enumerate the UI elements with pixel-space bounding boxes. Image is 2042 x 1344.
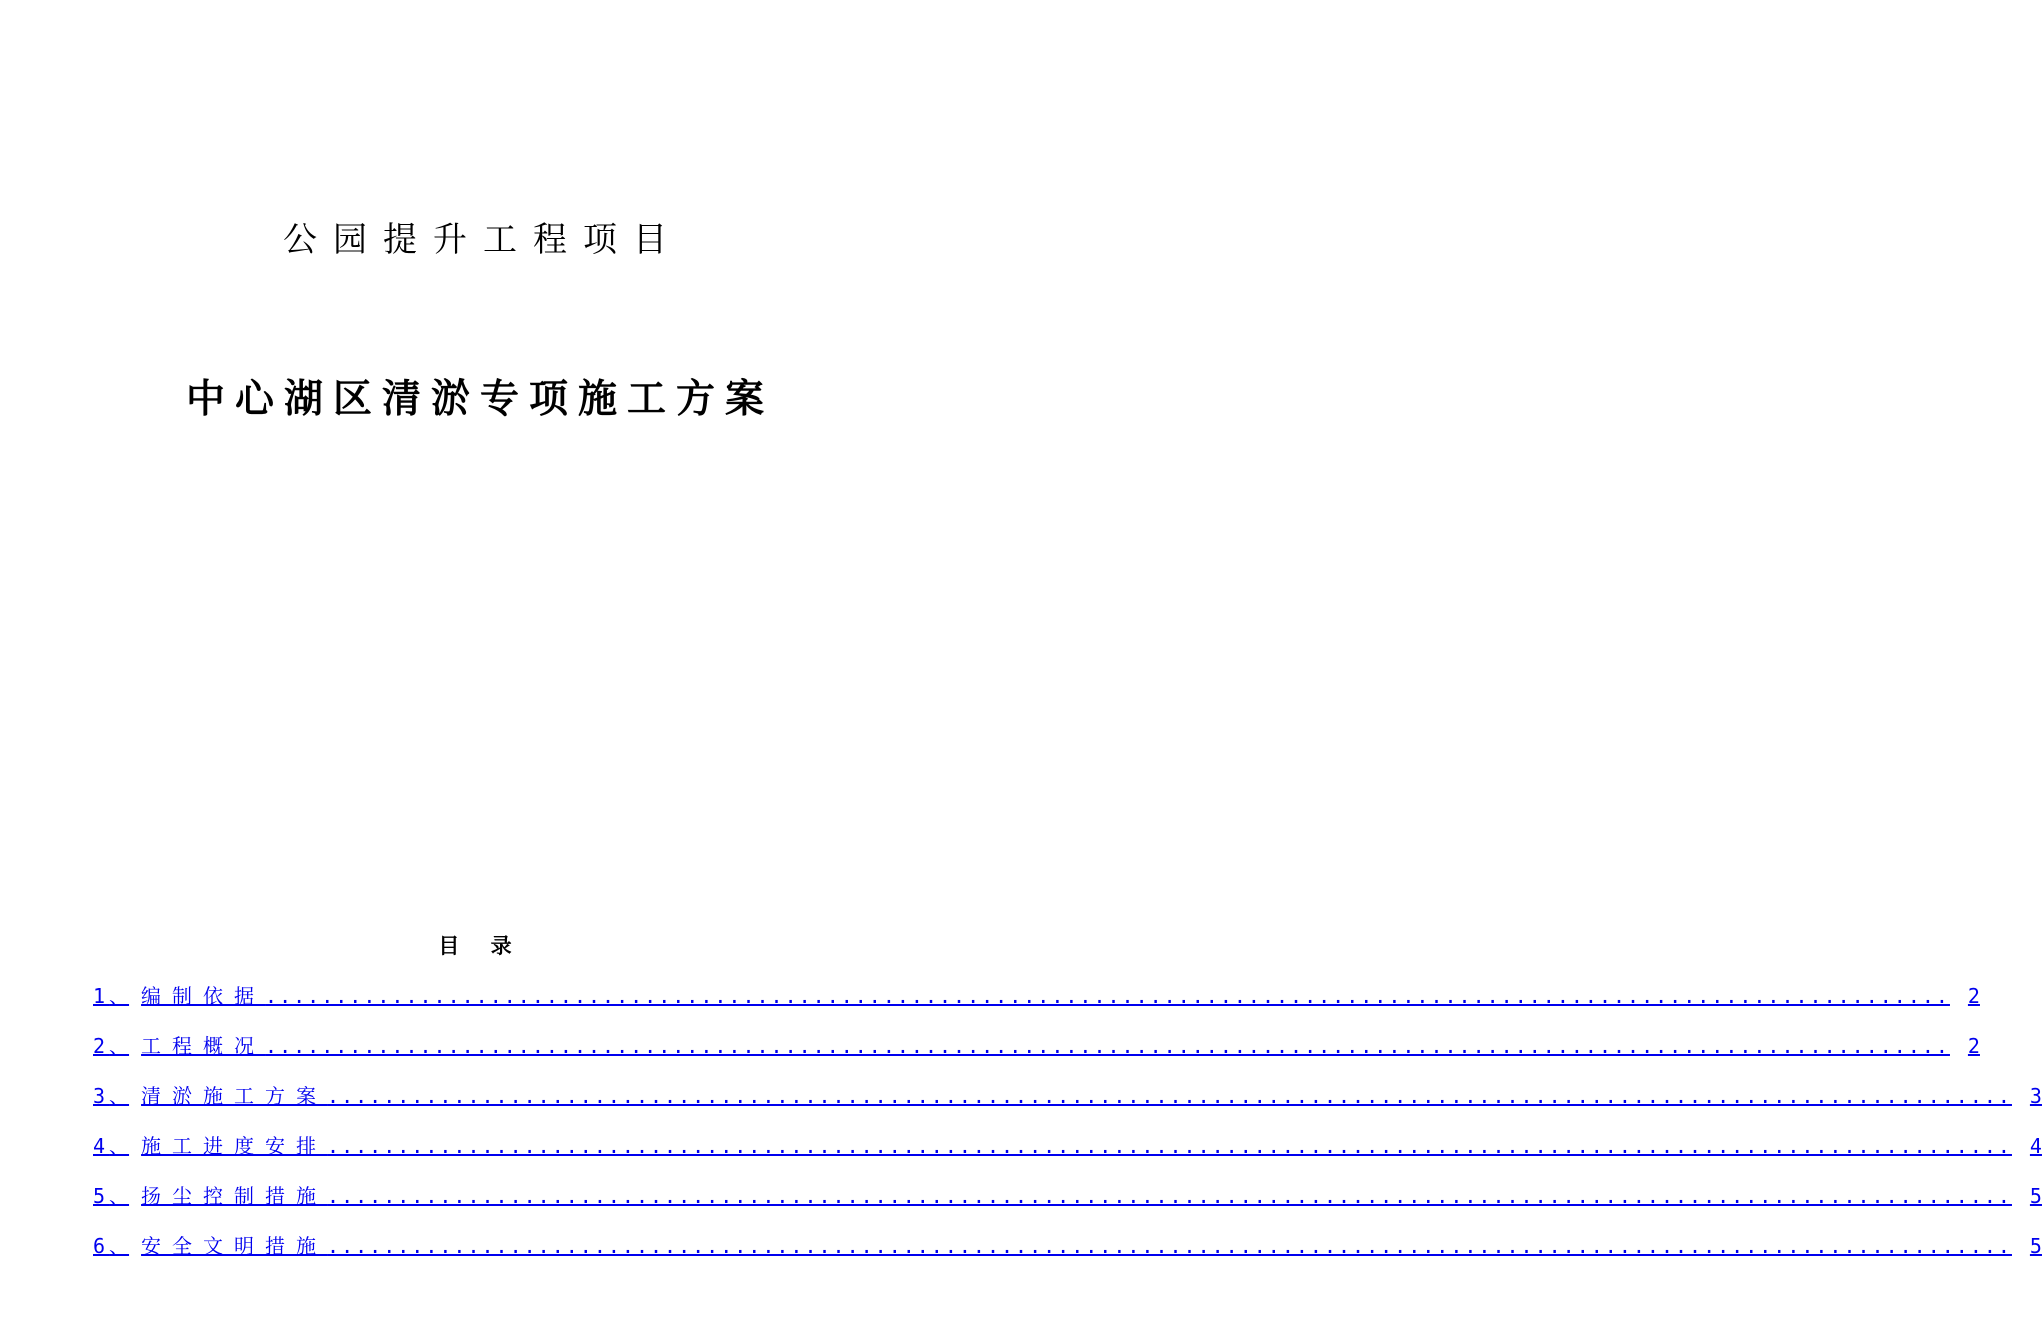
toc-dot-leader: ........................................................................................................................: [327, 1084, 2012, 1108]
toc-item-label: 清淤施工方案: [141, 1084, 328, 1108]
toc-item-number: 6: [93, 1234, 110, 1258]
toc-item-number: 1: [93, 984, 110, 1008]
toc-item-separator: 、: [109, 1134, 130, 1158]
toc-dot-leader: ........................................................................................................................: [327, 1134, 2012, 1158]
toc-item-number: 5: [93, 1184, 110, 1208]
toc-item-2[interactable]: [93, 1030, 1980, 1080]
toc-item-page: 3: [2029, 1084, 2042, 1108]
toc-dot-leader: ........................................................................................................................: [265, 984, 1950, 1008]
toc-item-5[interactable]: [93, 1180, 2042, 1230]
table-of-contents: [93, 980, 2042, 1280]
toc-item-separator: 、: [109, 984, 130, 1008]
toc-dot-leader: ........................................................................................................................: [327, 1184, 2012, 1208]
toc-item-page: 4: [2029, 1134, 2042, 1158]
toc-item-separator: 、: [109, 1084, 130, 1108]
toc-heading: 目 录: [438, 934, 524, 958]
toc-item-separator: 、: [109, 1184, 130, 1208]
toc-item-1[interactable]: [93, 980, 1980, 1030]
toc-item-label: 安全文明措施: [141, 1234, 328, 1258]
toc-item-page: 2: [1967, 984, 1980, 1008]
plan-title: 中心湖区清淤专项施工方案: [185, 377, 774, 422]
toc-item-3[interactable]: [93, 1080, 2042, 1130]
toc-item-number: 2: [93, 1034, 110, 1058]
toc-item-6[interactable]: [93, 1230, 2042, 1280]
project-title: 公园提升工程项目: [283, 220, 683, 260]
toc-dot-leader: ........................................................................................................................: [327, 1234, 2012, 1258]
toc-item-label: 扬尘控制措施: [141, 1184, 328, 1208]
toc-item-label: 工程概况: [141, 1034, 266, 1058]
toc-item-label: 编制依据: [141, 984, 266, 1008]
toc-item-separator: 、: [109, 1234, 130, 1258]
toc-item-label: 施工进度安排: [141, 1134, 328, 1158]
toc-item-page: 2: [1967, 1034, 1980, 1058]
toc-item-number: 3: [93, 1084, 110, 1108]
toc-item-page: 5: [2029, 1184, 2042, 1208]
toc-item-number: 4: [93, 1134, 110, 1158]
toc-item-page: 5: [2029, 1234, 2042, 1258]
toc-item-4[interactable]: [93, 1130, 2042, 1180]
toc-dot-leader: ........................................................................................................................: [265, 1034, 1950, 1058]
toc-item-separator: 、: [109, 1034, 130, 1058]
